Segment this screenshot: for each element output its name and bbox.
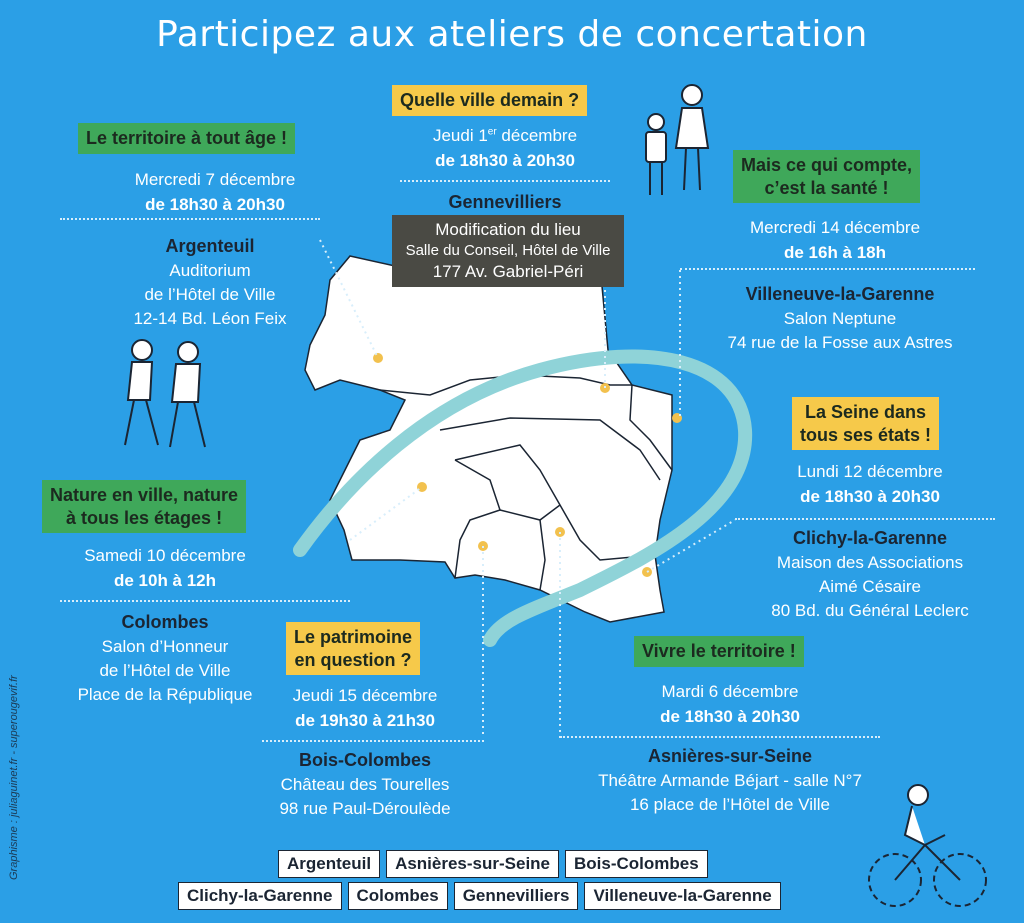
event-time: de 18h30 à 20h30 [660, 706, 800, 726]
venue-line: Salon Neptune [783, 309, 897, 329]
city-name: Colombes [121, 612, 209, 632]
city-name: Clichy-la-Garenne [792, 528, 948, 548]
marker-argenteuil [373, 353, 383, 363]
event-date-vivre [580, 680, 880, 729]
event-time: de 16h à 18h [783, 242, 887, 262]
event-time: de 19h30 à 21h30 [295, 710, 435, 730]
city-chips-row-1 [278, 850, 708, 878]
event-venue-argenteuil [60, 234, 360, 331]
divider [60, 218, 320, 220]
event-day: Jeudi 15 décembre [292, 686, 438, 705]
venue-line: 74 rue de la Fosse aux Astres [727, 332, 953, 352]
event-day: Samedi 10 décembre [84, 546, 246, 565]
theme-line: La Seine dans [805, 402, 927, 422]
city-name: Gennevilliers [448, 192, 562, 212]
event-day: Mercredi 7 décembre [134, 170, 296, 189]
divider [735, 518, 995, 520]
event-venue-gennevilliers [350, 190, 660, 215]
event-day: Lundi 12 décembre [797, 462, 943, 481]
page-title: Participez aux ateliers de concertation [156, 14, 868, 55]
venue-line: Aimé Césaire [818, 576, 922, 596]
venue-line: Château des Tourelles [280, 775, 450, 795]
venue-line: Place de la République [77, 684, 253, 704]
walking-people-icon [125, 340, 205, 447]
theme-tag-ville-demain: Quelle ville demain ? [392, 85, 587, 116]
city-chip: Gennevilliers [454, 882, 579, 910]
city-name: Argenteuil [165, 236, 255, 256]
graphic-credit: Graphisme : juliaguinet.fr - superougevif.fr [8, 675, 20, 880]
venue-line: de l’Hôtel de Ville [144, 284, 276, 304]
event-time: de 18h30 à 20h30 [435, 150, 575, 170]
city-chip: Colombes [348, 882, 448, 910]
venue-line: 12-14 Bd. Léon Feix [133, 308, 287, 328]
divider [262, 740, 484, 742]
venue-line: 177 Av. Gabriel-Péri [432, 261, 584, 281]
venue-line: 98 rue Paul-Déroulède [279, 798, 451, 818]
event-date-ville-demain [350, 124, 660, 173]
event-time: de 18h30 à 20h30 [145, 194, 285, 214]
event-day: Mardi 6 décembre [661, 682, 799, 701]
divider [400, 180, 610, 182]
event-venue-bois-colombes [210, 748, 520, 821]
notice-title: Modification du lieu [435, 220, 581, 239]
theme-tag-seine [792, 397, 939, 450]
theme-line: Le patrimoine [294, 627, 413, 647]
event-day: Jeudi 1er décembre [432, 126, 578, 145]
event-date-patrimoine [210, 684, 520, 733]
venue-line: Auditorium [169, 261, 251, 281]
event-time: de 10h à 12h [113, 570, 217, 590]
theme-tag-territoire-age: Le territoire à tout âge ! [78, 123, 295, 154]
city-chip: Asnières-sur-Seine [386, 850, 559, 878]
city-chips-row-2 [178, 882, 781, 910]
city-name: Villeneuve-la-Garenne [745, 284, 935, 304]
theme-tag-patrimoine [286, 622, 420, 675]
theme-tag-nature [42, 480, 246, 533]
event-venue-clichy [720, 526, 1020, 623]
event-day: Mercredi 14 décembre [749, 218, 921, 237]
theme-line: tous ses états ! [800, 424, 932, 445]
city-chip: Argenteuil [278, 850, 380, 878]
event-venue-asnieres [560, 744, 900, 817]
event-time: de 18h30 à 20h30 [800, 486, 940, 506]
venue-line: 80 Bd. du Général Leclerc [771, 600, 969, 620]
theme-line: c’est la santé ! [764, 177, 889, 198]
theme-line: Nature en ville, nature [50, 485, 239, 505]
event-date-seine [720, 460, 1020, 509]
divider [680, 268, 975, 270]
divider [560, 736, 880, 738]
venue-line: de l’Hôtel de Ville [99, 660, 231, 680]
theme-tag-sante [733, 150, 920, 203]
theme-line: en question ? [294, 649, 412, 670]
event-date-territoire-age [60, 168, 370, 217]
theme-line: à tous les étages ! [66, 507, 223, 528]
city-chip: Villeneuve-la-Garenne [584, 882, 780, 910]
theme-tag-vivre: Vivre le territoire ! [634, 636, 804, 667]
venue-line: 16 place de l’Hôtel de Ville [629, 794, 831, 814]
venue-line: Théâtre Armande Béjart - salle N°7 [598, 771, 862, 791]
venue-line: Salle du Conseil, Hôtel de Ville [405, 242, 611, 260]
theme-line: Mais ce qui compte, [741, 155, 913, 175]
event-venue-villeneuve [680, 282, 1000, 355]
event-date-nature [10, 544, 320, 593]
city-name: Asnières-sur-Seine [647, 746, 813, 766]
venue-change-notice [392, 215, 624, 287]
venue-line: Salon d’Honneur [101, 637, 229, 657]
divider [60, 600, 350, 602]
event-date-sante [680, 216, 990, 265]
city-chip: Bois-Colombes [565, 850, 708, 878]
venue-line: Maison des Associations [776, 553, 964, 573]
city-name: Bois-Colombes [298, 750, 431, 770]
city-chip: Clichy-la-Garenne [178, 882, 342, 910]
